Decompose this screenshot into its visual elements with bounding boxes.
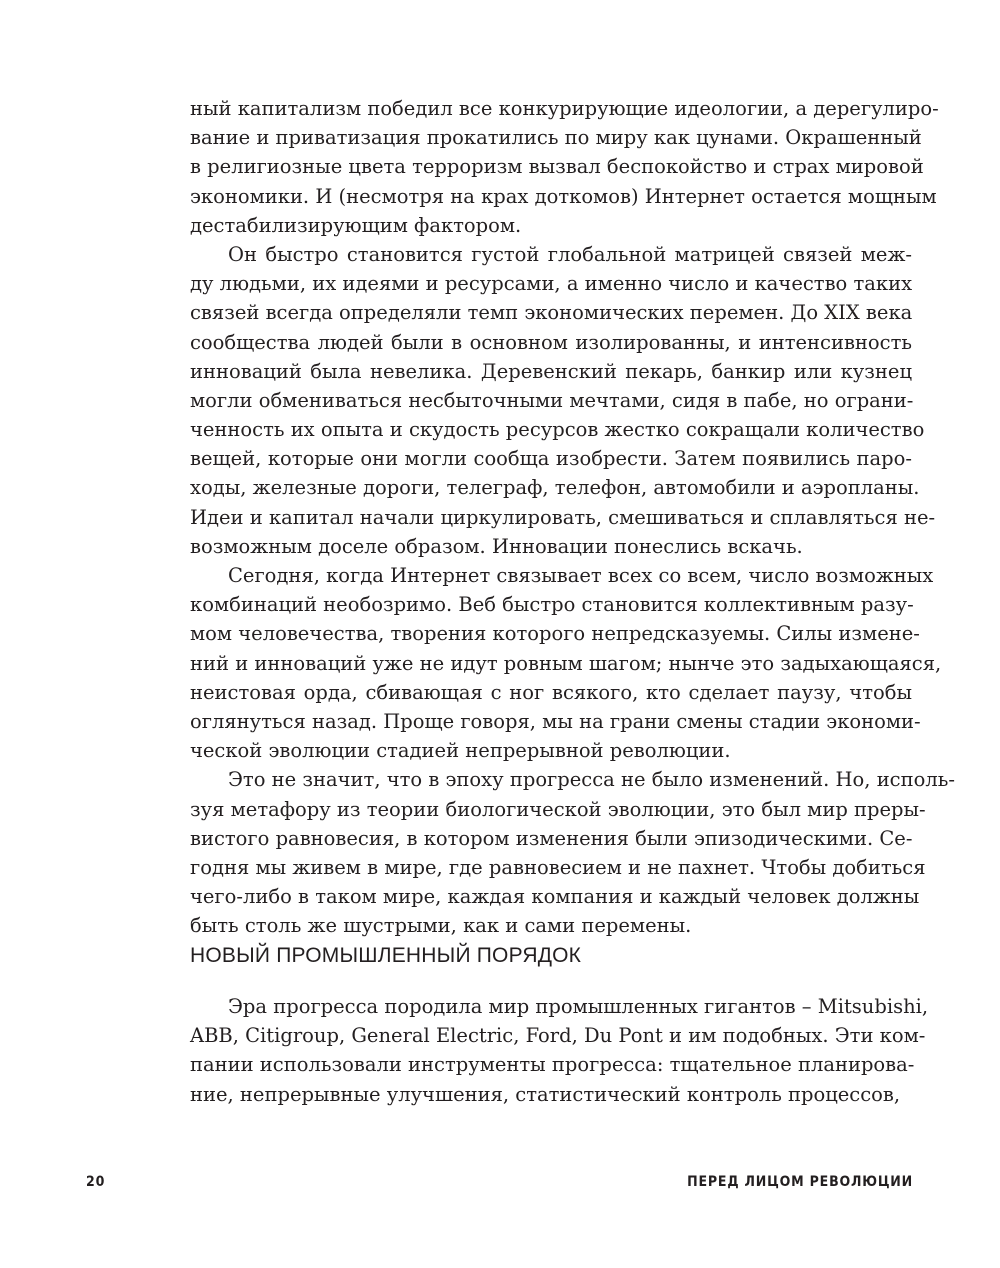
- text-line: годня мы живем в мире, где равновесием и не пахнет. Чтобы добиться: [190, 855, 926, 879]
- text-line: ду людьми, их идеями и ресурсами, а именно число и качество таких: [190, 272, 913, 296]
- paragraph: [190, 94, 939, 240]
- text-line: Сегодня, когда Интернет связывает всех со всем, число возможных: [228, 564, 934, 587]
- section-heading: НОВЫЙ ПРОМЫШЛЕННЫЙ ПОРЯДОК: [190, 944, 582, 967]
- text-line: ный капитализм победил все конкурирующие идеологии, а дерегулиро-: [190, 97, 939, 120]
- text-line: инноваций была невелика. Деревенский пекарь, банкир или кузнец: [190, 359, 912, 383]
- text-line: пании использовали инструменты прогресса: тщательное планирова-: [190, 1053, 915, 1077]
- paragraph: [190, 240, 936, 561]
- text-line: ческой эволюции стадией непрерывной революции.: [190, 739, 731, 763]
- text-line: экономики. И (несмотря на крах доткомов) Интернет остается мощным: [190, 184, 937, 208]
- text-line: Эра прогресса породила мир промышленных гигантов – Mitsubishi,: [228, 995, 929, 1018]
- body-text-top: [190, 94, 955, 940]
- paragraph: [190, 765, 955, 940]
- text-line: оглянуться назад. Проще говоря, мы на грани смены стадии экономи-: [190, 709, 921, 733]
- text-line: комбинаций необозримо. Веб быстро становится коллективным разу-: [190, 593, 914, 617]
- text-line: ченность их опыта и скудость ресурсов жестко сокращали количество: [190, 418, 925, 442]
- text-line: мом человечества, творения которого непредсказуемы. Силы измене-: [190, 622, 920, 646]
- text-line: в религиозные цвета терроризм вызвал беспокойство и страх мировой: [190, 155, 924, 179]
- text-line: вистого равновесия, в котором изменения были эпизодическими. Се-: [190, 826, 913, 850]
- text-line: связей всегда определяли темп экономических перемен. До XIX века: [190, 301, 913, 325]
- paragraph: [190, 561, 942, 765]
- text-line: возможным доселе образом. Инновации понеслись вскачь.: [190, 534, 803, 558]
- text-line: зуя метафору из теории биологической эволюции, это был мир преры-: [190, 797, 926, 821]
- text-line: ходы, железные дороги, телеграф, телефон, автомобили и аэропланы.: [190, 476, 920, 500]
- text-line: быть столь же шустрыми, как и сами перемены.: [190, 914, 692, 938]
- text-line: дестабилизирующим фактором.: [190, 213, 522, 237]
- body-text-bottom: [190, 992, 929, 1109]
- text-line: вещей, которые они могли сообща изобрести. Затем появились паро-: [190, 447, 912, 471]
- text-line: сообщества людей были в основном изолированны, и интенсивность: [190, 330, 912, 354]
- text-line: неистовая орда, сбивающая с ног всякого, кто сделает паузу, чтобы: [190, 680, 912, 704]
- text-line: ABB, Citigroup, General Electric, Ford, Du Pont и им подобных. Эти ком-: [190, 1024, 926, 1048]
- running-title: ПЕРЕД ЛИЦОМ РЕВОЛЮЦИИ: [687, 1174, 913, 1190]
- text-line: ние, непрерывные улучшения, статистический контроль процессов,: [190, 1082, 901, 1106]
- text-line: чего-либо в таком мире, каждая компания и каждый человек должны: [190, 885, 920, 909]
- text-line: могли обмениваться несбыточными мечтами, сидя в пабе, но ограни-: [190, 388, 914, 412]
- text-line: Он быстро становится густой глобальной матрицей связей меж-: [228, 242, 912, 266]
- paragraph: [190, 992, 929, 1109]
- text-line: вание и приватизация прокатились по миру как цунами. Окрашенный: [190, 126, 922, 150]
- text-line: Это не значит, что в эпоху прогресса не было изменений. Но, исполь-: [228, 768, 955, 792]
- text-line: Идеи и капитал начали циркулировать, смешиваться и сплавляться не-: [190, 505, 936, 529]
- text-line: ний и инноваций уже не идут ровным шагом; нынче это задыхающаяся,: [190, 651, 942, 675]
- page-number: 20: [86, 1174, 106, 1190]
